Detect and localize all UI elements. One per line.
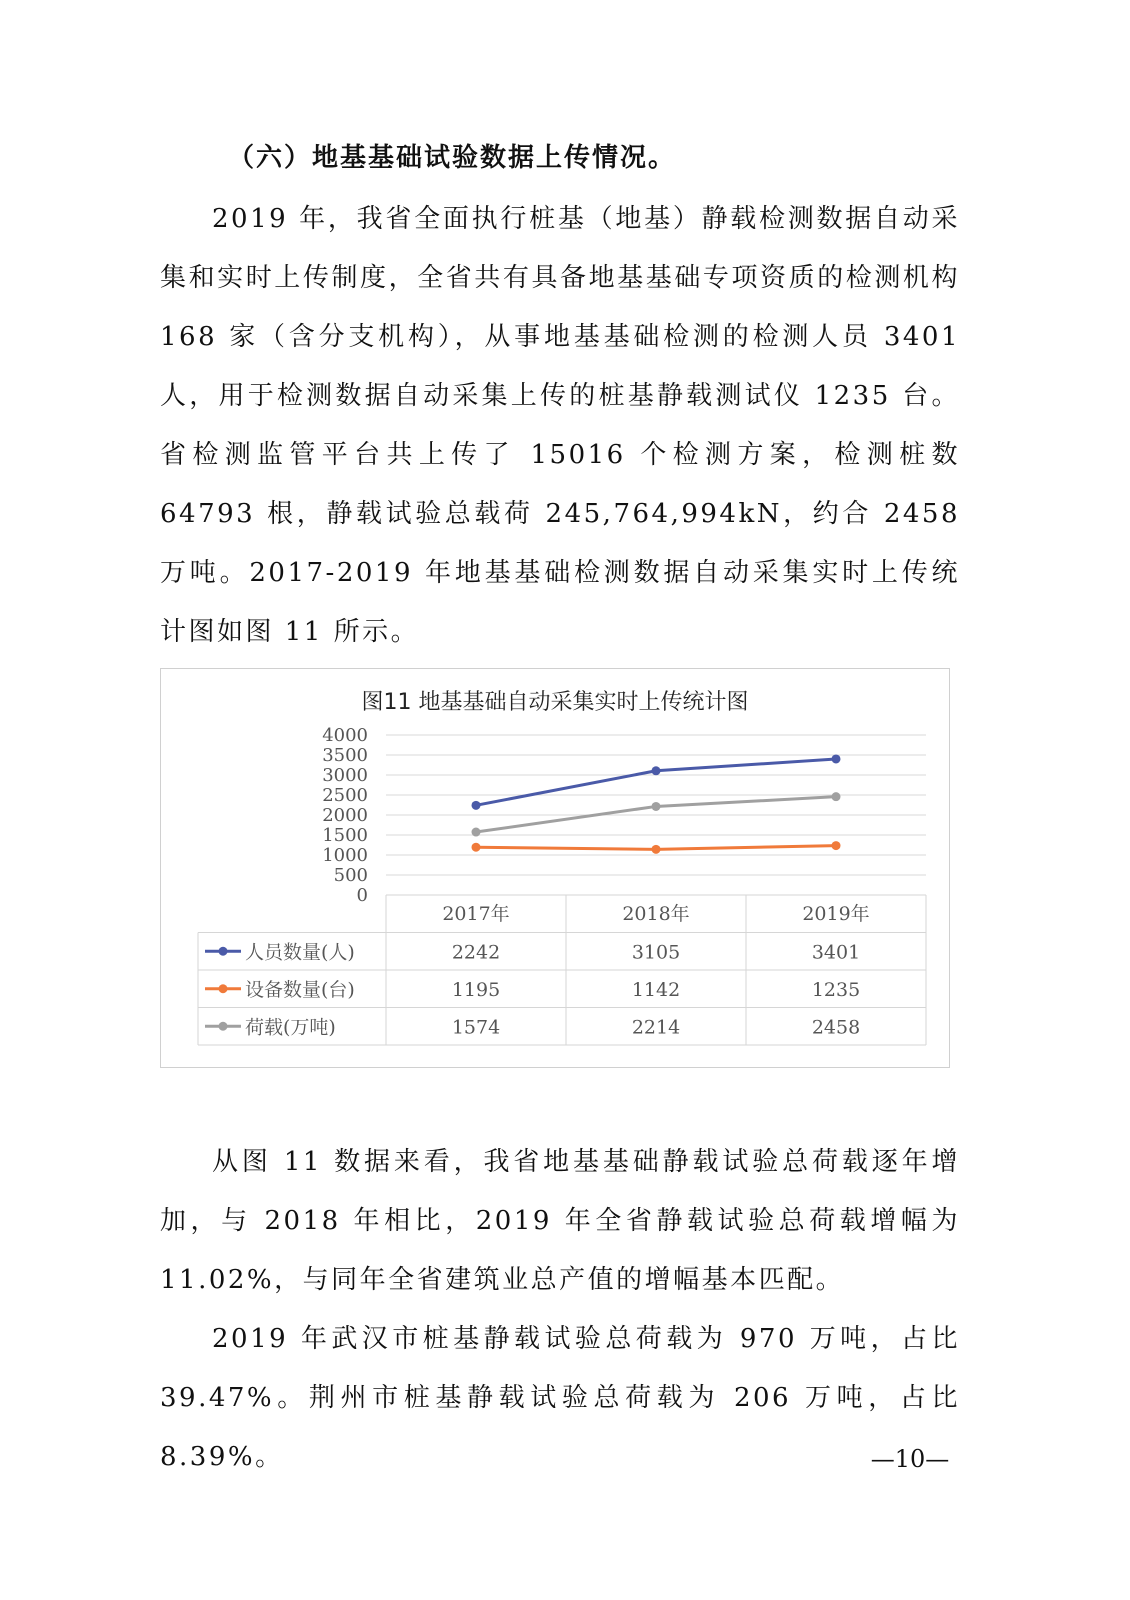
line-chart [161, 669, 951, 1069]
data-label: 1195 [451, 978, 501, 1001]
section-heading: （六）地基基础试验数据上传情况。 [228, 143, 677, 173]
data-point [652, 845, 661, 854]
x-category-label: 2018年 [622, 903, 690, 925]
data-point [832, 754, 841, 763]
data-point [652, 766, 661, 775]
data-label: 3401 [811, 941, 861, 964]
data-point [832, 792, 841, 801]
x-category-label: 2019年 [802, 903, 870, 925]
chart-figure-11 [160, 668, 950, 1068]
legend-swatch-marker [219, 1022, 228, 1031]
data-point [652, 802, 661, 811]
y-tick-label: 2500 [322, 785, 368, 806]
data-point [472, 843, 481, 852]
legend-swatch-marker [219, 947, 228, 956]
legend-label: 荷载(万吨) [245, 1016, 336, 1039]
data-label: 3105 [631, 941, 681, 964]
y-tick-label: 1000 [322, 845, 368, 866]
data-label: 1235 [811, 978, 861, 1001]
chart-title: 图11 地基基础自动采集实时上传统计图 [361, 690, 749, 715]
y-tick-label: 1500 [322, 825, 368, 846]
page-number: —10— [870, 1445, 950, 1473]
data-point [472, 828, 481, 837]
data-label: 2458 [811, 1016, 861, 1039]
legend-label: 人员数量(人) [245, 941, 355, 964]
y-tick-label: 4000 [322, 725, 368, 746]
y-tick-label: 0 [356, 885, 368, 906]
y-tick-label: 3500 [322, 745, 368, 766]
data-point [832, 841, 841, 850]
x-category-label: 2017年 [442, 903, 510, 925]
paragraph-wuhan-jingzhou: 2019 年武汉市桩基静载试验总荷载为 970 万吨，占比 39.47%。荆州市桩基静载试验总荷载为 206 万吨，占比 8.39%。 [160, 1324, 960, 1472]
data-point [472, 801, 481, 810]
data-label: 2242 [451, 941, 501, 964]
data-label: 1142 [631, 978, 681, 1001]
y-tick-label: 500 [333, 865, 368, 886]
paragraph-analysis: 从图 11 数据来看，我省地基基础静载试验总荷载逐年增加，与 2018 年相比，2019 年全省静载试验总荷载增幅为 11.02%，与同年全省建筑业总产值的增幅基本匹配。 [160, 1147, 960, 1295]
paragraph-intro: 2019 年，我省全面执行桩基（地基）静载检测数据自动采集和实时上传制度，全省共有具备地基基础专项资质的检测机构 168 家（含分支机构），从事地基基础检测的检测人员 3401 人，用于检测数据自动采集上传的桩基静载测试仪 1235 台。省检测监管平台共上传了 15016 个检测方案，检测桩数 64793 根，静载试验总载荷 245,764,994kN，约合 2458 万吨。2017-2019 年地基基础检测数据自动采集实时上传统计图如图 11 所示。 [160, 204, 960, 647]
data-label: 1574 [451, 1016, 501, 1039]
y-tick-label: 3000 [322, 765, 368, 786]
legend-swatch-marker [219, 984, 228, 993]
legend-label: 设备数量(台) [245, 978, 355, 1001]
data-label: 2214 [631, 1016, 681, 1039]
y-tick-label: 2000 [322, 805, 368, 826]
